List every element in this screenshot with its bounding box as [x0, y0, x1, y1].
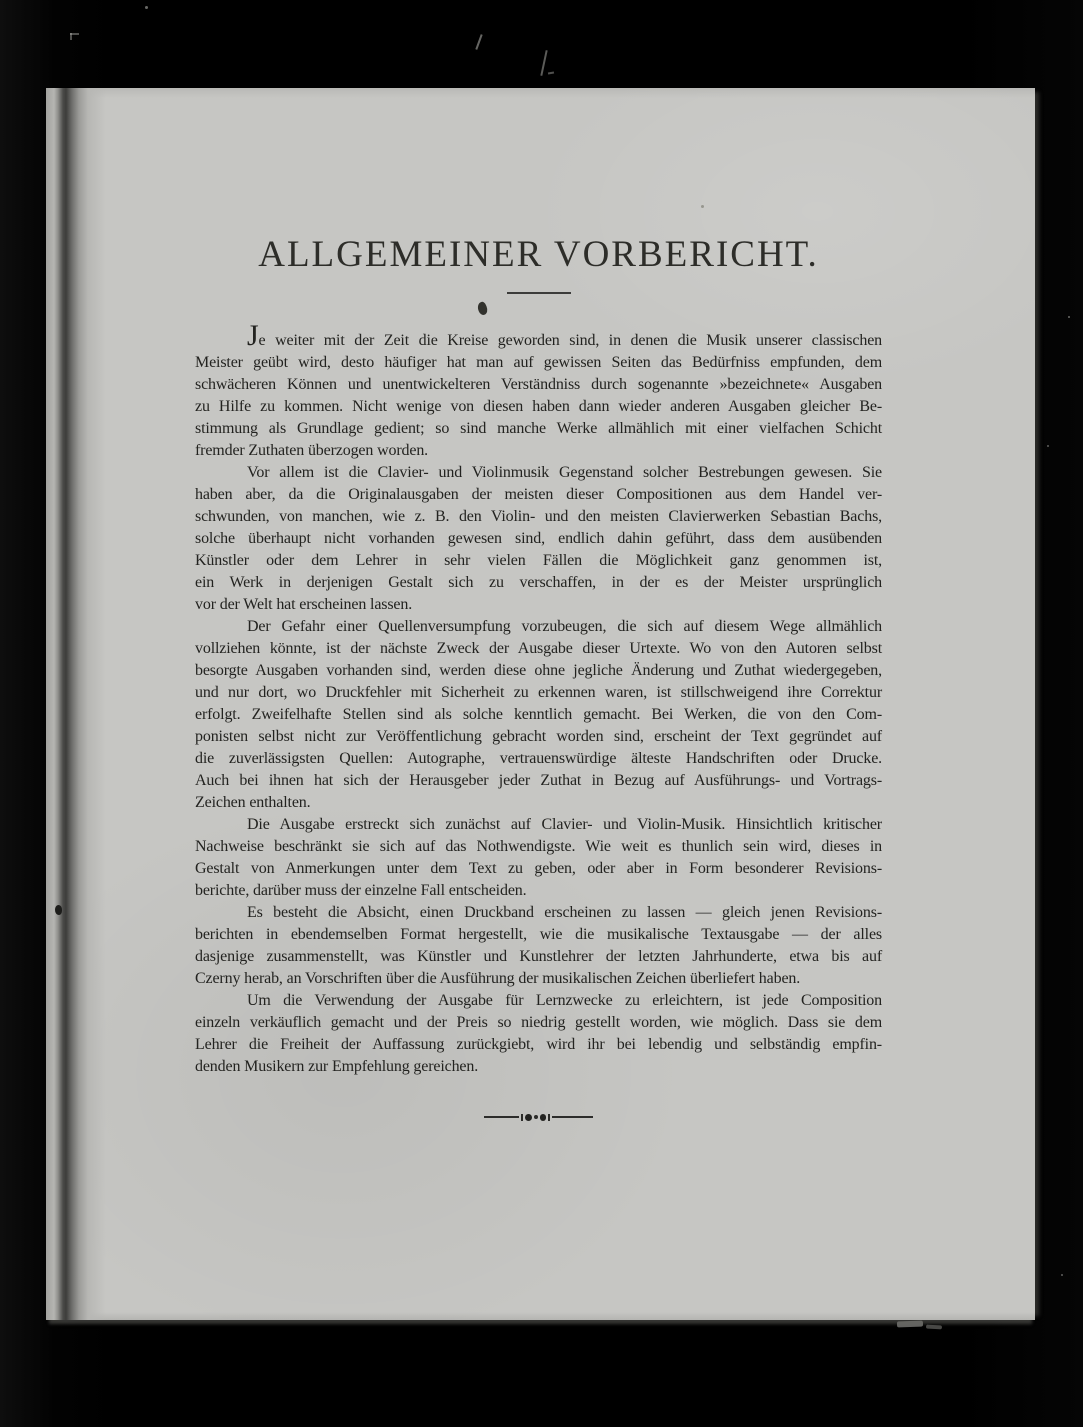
ornament-line [552, 1116, 593, 1118]
title-rule [507, 292, 571, 294]
text-line: Je weiter mit der Zeit die Kreise geworden sind, in denen die Musik unserer classischen [247, 319, 882, 352]
paragraph [195, 616, 882, 814]
paragraph [195, 902, 882, 990]
text-line: Czerny herab, an Vorschriften über die Ausführung der musikalischen Zeichen überliefert haben. [195, 970, 801, 987]
text-line: ein Werk in derjenigen Gestalt sich zu verschaffen, in der es der Meister ursprünglich [195, 574, 882, 591]
text-line: fremder Zuthaten überzogen worden. [195, 442, 429, 459]
text-line: vollziehen könnte, ist der nächste Zweck der Ausgabe dieser Urtexte. Wo von den Autoren selbst [195, 640, 882, 657]
ornament-dot [540, 1114, 547, 1121]
text-line: Meister geübt wird, desto häufiger hat man auf gewissen Seiten das Bedürfniss empfunden, dem [195, 354, 882, 371]
ink-speck [55, 905, 62, 915]
text-line: Zeichen enthalten. [195, 794, 311, 811]
text-line: Der Gefahr einer Quellenversumpfung vorzubeugen, die sich auf diesem Wege allmählich [247, 618, 882, 635]
text-line: stimmung als Grundlage gedient; so sind manche Werke allmählich mit einer vielfachen Schicht [195, 420, 882, 437]
paragraph [195, 814, 882, 902]
body-text [195, 319, 882, 1078]
text-line: denden Musikern zur Empfehlung gereichen. [195, 1058, 479, 1075]
paragraph [195, 462, 882, 616]
scratch-mark [475, 34, 482, 50]
text-line: vor der Welt hat erscheinen lassen. [195, 596, 413, 613]
text-line: schwunden, von manchen, wie z. B. den Violin- und den meisten Clavierwerken Sebastian Bachs, [195, 508, 882, 525]
end-ornament-icon [484, 1112, 594, 1122]
ornament-tick [521, 1114, 523, 1121]
text-line: Es besteht die Absicht, einen Druckband erscheinen zu lassen — gleich jenen Revisions- [247, 904, 882, 921]
text-line: Gestalt von Anmerkungen unter dem Text zu geben, oder aber in Form besonderer Revisions- [195, 860, 882, 877]
text-line: Vor allem ist die Clavier- und Violinmusik Gegenstand solcher Bestrebungen gewesen. Sie [247, 464, 882, 481]
text-line: Lehrer die Freiheit der Auffassung zurückgiebt, wird ihr bei lebendig und selbständig empfin- [195, 1036, 882, 1053]
ornament-dot [525, 1114, 532, 1121]
dust-speck [1068, 316, 1070, 318]
scratch-mark [70, 33, 72, 40]
text-line: haben aber, da die Originalausgaben der meisten dieser Compositionen aus dem Handel ver- [195, 486, 882, 503]
text-line: berichten in ebendemselben Format hergestellt, wie die musikalische Textausgabe — der alles [195, 926, 882, 943]
dust-speck [145, 6, 148, 9]
page-content [195, 88, 882, 1122]
smudge-mark [926, 1325, 942, 1330]
ornament-dot [534, 1115, 538, 1119]
gutter-shadow [46, 88, 110, 1320]
text-line: zu Hilfe zu kommen. Nicht wenige von diesen haben dann wieder anderen Ausgaben gleicher Be- [195, 398, 882, 415]
paragraph [195, 990, 882, 1078]
text-line: die zuverlässigsten Quellen: Autographe, vertrauenswürdige älteste Handschriften oder Drucke. [195, 750, 882, 767]
text-line: Künstler oder dem Lehrer in sehr vielen Fällen die Möglichkeit ganz genommen ist, [195, 552, 882, 569]
scratch-mark [548, 71, 554, 74]
text-line: und nur dort, wo Druckfehler mit Sicherheit zu erkennen waren, ist stillschweigend ihre Correktur [195, 684, 882, 701]
page-title: ALLGEMEINER VORBERICHT. [258, 234, 819, 275]
dust-speck [1047, 445, 1049, 447]
ornament-line [484, 1116, 519, 1118]
text-line: Die Ausgabe erstreckt sich zunächst auf Clavier- und Violin-Musik. Hinsichtlich kritischer [247, 816, 882, 833]
text-line: Nachweise beschränkt sie sich auf das Nothwendigste. Wie weit es thunlich sein wird, dieses in [195, 838, 882, 855]
text-line: Um die Verwendung der Ausgabe für Lernzwecke zu erleichtern, ist jede Composition [247, 992, 882, 1009]
text-line: schwächeren Können und unentwickelteren Verständniss durch sogenannte »bezeichnete« Ausgaben [195, 376, 882, 393]
paragraph [195, 319, 882, 462]
text-line: einzeln verkäuflich gemacht und der Preis so niedrig gestellt worden, wie möglich. Dass sie dem [195, 1014, 882, 1031]
text-line: dasjenige zusammenstellt, was Künstler und Kunstlehrer der letzten Jahrhunderte, etwa bis auf [195, 948, 882, 965]
text-line: berichte, darüber muss der einzelne Fall entscheiden. [195, 882, 527, 899]
scratch-mark [540, 50, 547, 76]
text-line: Auch bei ihnen hat sich der Herausgeber jeder Zuthat in Bezug auf Ausführungs- und Vortrags- [195, 772, 882, 789]
dust-speck [1061, 1274, 1063, 1276]
text-line: solche überhaupt nicht vorhanden gewesen sind, endlich dahin geführt, dass dem ausübenden [195, 530, 882, 547]
text-line: erfolgt. Zweifelhafte Stellen sind als solche kenntlich gemacht. Bei Werken, die von den Com- [195, 706, 882, 723]
smudge-mark [897, 1321, 923, 1328]
text-line: ponisten selbst nicht zur Veröffentlichung gebracht worden sind, erscheint der Text gegründet auf [195, 728, 882, 745]
book-page [46, 88, 1035, 1320]
text-line: besorgte Ausgaben vorhanden sind, werden diese ohne jegliche Änderung und Zuthat wiedergegeben, [195, 662, 882, 679]
ornament-tick [548, 1114, 550, 1121]
